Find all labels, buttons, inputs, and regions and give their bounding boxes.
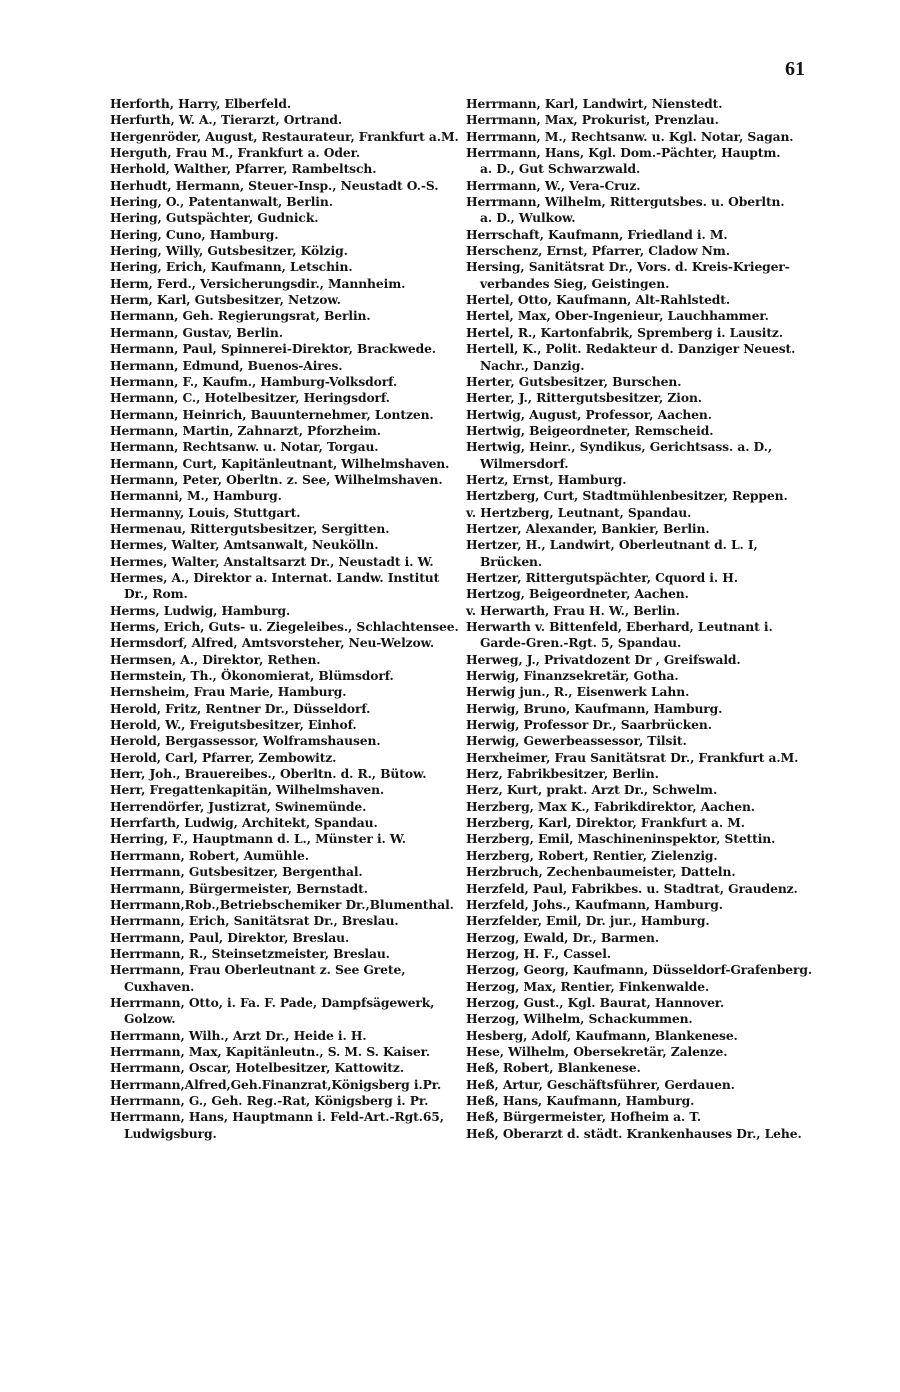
entry-line: Hermann, Edmund, Buenos-Aires. [110,357,343,373]
directory-entry [110,684,450,700]
entry-line: Hertzer, H., Landwirt, Oberleutnant d. L. I, [466,537,758,553]
directory-entry [110,292,450,308]
entry-continuation: Golzow. [124,1011,176,1027]
entry-line: Hermsdorf, Alfred, Amtsvorsteher, Neu-Welzow. [110,635,435,651]
directory-entry [110,488,450,504]
directory-entry [466,668,806,684]
directory-entry [110,1060,450,1076]
directory-entry [110,210,450,226]
directory-entry [466,112,806,128]
directory-entry [466,472,806,488]
entry-line: Herwig, Professor Dr., Saarbrücken. [466,717,712,733]
entry-line: Herrmann, Erich, Sanitätsrat Dr., Breslau. [110,913,399,929]
entry-line: Herrmann,Alfred,Geh.Finanzrat,Königsberg i.Pr. [110,1076,442,1092]
directory-entry [110,341,450,357]
directory-entry [110,570,450,603]
directory-entry [466,717,806,733]
entry-line: Herzog, Gust., Kgl. Baurat, Hannover. [466,994,725,1010]
directory-entry [466,374,806,390]
directory-entry [110,178,450,194]
directory-entry [466,782,806,798]
directory-entry [466,423,806,439]
entry-line: Hesberg, Adolf, Kaufmann, Blankenese. [466,1027,738,1043]
directory-entry [110,619,459,635]
entry-line: Herrmann, Karl, Landwirt, Nienstedt. [466,96,723,111]
directory-entry [466,1044,806,1060]
entry-line: Herrmann, M., Rechtsanw. u. Kgl. Notar, Sagan. [466,128,794,144]
directory-entry [466,848,806,864]
directory-entry [110,276,450,292]
directory-entry [466,946,806,962]
directory-entry [466,750,806,766]
entry-line: Hernsheim, Frau Marie, Hamburg. [110,684,347,700]
directory-entry [466,831,806,847]
entry-line: Herrmann, Paul, Direktor, Breslau. [110,929,350,945]
entry-line: Heß, Robert, Blankenese. [466,1060,641,1076]
entry-line: Herzfeld, Johs., Kaufmann, Hamburg. [466,896,723,912]
directory-entry [110,537,450,553]
entry-line: Herrmann, Wilhelm, Rittergutsbes. u. Oberltn. [466,194,785,210]
entry-line: Hermann, Gustav, Berlin. [110,324,283,340]
entry-line: Herz, Kurt, prakt. Arzt Dr., Schwelm. [466,782,718,798]
entry-line: Herold, W., Freigutsbesitzer, Einhof. [110,717,357,733]
directory-entry [110,831,450,847]
directory-entry [110,750,450,766]
directory-entry [466,488,806,504]
entry-line: Herzog, H. F., Cassel. [466,945,611,961]
entry-line: v. Herwarth, Frau H. W., Berlin. [466,602,680,618]
directory-entry [110,635,450,651]
entry-continuation: Wilmersdorf. [480,455,569,471]
directory-entry [110,259,450,275]
entry-line: Herzog, Max, Rentier, Finkenwalde. [466,978,710,994]
entry-line: Heß, Hans, Kaufmann, Hamburg. [466,1092,695,1108]
directory-entry [110,930,450,946]
entry-line: Herr, Fregattenkapitän, Wilhelmshaven. [110,782,385,798]
directory-entry [466,178,806,194]
entry-line: Hergenröder, August, Restaurateur, Frankfurt a.M. [110,128,459,144]
entry-line: Hermann, F., Kaufm., Hamburg-Volksdorf. [110,373,398,389]
directory-entry [466,1077,806,1093]
entry-continuation: Cuxhaven. [124,978,195,994]
entry-continuation: a. D., Gut Schwarzwald. [480,161,641,177]
directory-entry [110,423,450,439]
entry-line: Herms, Ludwig, Hamburg. [110,602,291,618]
directory-entry [110,325,450,341]
entry-continuation: Nachr., Danzig. [480,357,585,373]
entry-line: Herms, Erich, Guts- u. Ziegeleibes., Schlachtensee. [110,619,459,634]
directory-entry [466,586,806,602]
entry-line: Hermann, Paul, Spinnerei-Direktor, Brackwede. [110,341,436,357]
entry-line: Herweg, J., Privatdozent Dr , Greifswald. [466,651,741,667]
entry-line: Hermann, C., Hotelbesitzer, Heringsdorf. [110,390,390,406]
entry-line: Hering, Erich, Kaufmann, Letschin. [110,259,353,275]
directory-entry [466,227,806,243]
entry-continuation: Garde-Gren.-Rgt. 5, Spandau. [480,635,682,651]
directory-entry [466,1093,806,1109]
entry-line: Herrmann, G., Geh. Reg.-Rat, Königsberg i. Pr. [110,1092,429,1108]
directory-entry [110,390,450,406]
directory-entry [466,521,806,537]
directory-entry [466,325,806,341]
directory-entry [110,505,450,521]
entry-line: Herrmann, Hans, Hauptmann i. Feld-Art.-Rgt.65, [110,1109,444,1125]
entry-line: Heß, Artur, Geschäftsführer, Gerdauen. [466,1076,735,1092]
entry-line: Herrmann, W., Vera-Cruz. [466,177,641,193]
directory-entry [466,619,806,652]
directory-entry [110,358,450,374]
entry-line: Herrmann, Hans, Kgl. Dom.-Pächter, Hauptm. [466,145,781,161]
entry-line: Herrmann, Oscar, Hotelbesitzer, Kattowitz. [110,1060,404,1076]
entry-line: Herrmann, Otto, i. Fa. F. Pade, Dampfsägewerk, [110,994,435,1010]
directory-entry [466,129,806,145]
entry-line: Hermann, Martin, Zahnarzt, Pforzheim. [110,422,381,438]
directory-entry [466,1109,806,1125]
directory-entry [110,848,450,864]
entry-line: Hering, Gutspächter, Gudnick. [110,210,319,226]
directory-entry [110,439,450,455]
directory-entry [110,962,450,995]
directory-entry [110,308,450,324]
entry-line: Hering, Cuno, Hamburg. [110,226,279,242]
entry-line: Heß, Bürgermeister, Hofheim a. T. [466,1109,702,1125]
entry-line: Herrmann, Wilh., Arzt Dr., Heide i. H. [110,1027,367,1043]
entry-line: Herzfelder, Emil, Dr. jur., Hamburg. [466,913,710,929]
directory-entry [110,145,450,161]
entry-continuation: verbandes Sieg, Geistingen. [480,275,670,291]
entry-line: Hertwig, Beigeordneter, Remscheid. [466,422,714,438]
directory-entry [110,112,450,128]
directory-entry [110,1109,450,1142]
entry-line: Herrmann, Bürgermeister, Bernstadt. [110,880,368,896]
directory-entry [466,243,806,259]
entry-continuation: Dr., Rom. [124,586,188,602]
entry-line: Herwig, Gewerbeassessor, Tilsit. [466,733,687,749]
entry-line: Heß, Oberarzt d. städt. Krankenhauses Dr., Lehe. [466,1125,802,1141]
directory-entry [466,864,806,880]
directory-entry [466,259,806,292]
entry-line: Hertel, R., Kartonfabrik, Spremberg i. Lausitz. [466,324,783,340]
directory-entry [110,766,450,782]
directory-entry [466,407,806,423]
directory-entry [110,1093,450,1109]
directory-entry [466,733,806,749]
directory-entry [110,456,450,472]
directory-entry [466,652,806,668]
directory-entry [110,946,450,962]
entry-line: Hertz, Ernst, Hamburg. [466,471,627,487]
entry-line: Hertwig, Heinr., Syndikus, Gerichtsass. a. D., [466,439,773,455]
directory-entry [110,799,450,815]
entry-line: Herzberg, Karl, Direktor, Frankfurt a. M. [466,815,745,831]
entry-line: Hermann, Curt, Kapitänleutnant, Wilhelmshaven. [110,455,450,471]
entry-line: Herrfarth, Ludwig, Architekt, Spandau. [110,815,378,831]
entry-line: v. Hertzberg, Leutnant, Spandau. [466,504,692,520]
entry-continuation: a. D., Wulkow. [480,210,576,226]
entry-line: Herwig jun., R., Eisenwerk Lahn. [466,684,690,700]
directory-entry [466,1028,806,1044]
entry-line: Hersing, Sanitätsrat Dr., Vors. d. Kreis-Krieger- [466,259,790,275]
entry-line: Herrmann, Robert, Aumühle. [110,847,309,863]
directory-entry [466,194,806,227]
entry-line: Hermann, Peter, Oberltn. z. See, Wilhelmshaven. [110,471,443,487]
entry-continuation: Ludwigsburg. [124,1125,217,1141]
directory-entry [466,603,806,619]
directory-entry [466,766,806,782]
entry-line: Hermann, Heinrich, Bauunternehmer, Lontzen. [110,406,434,422]
directory-entry [110,554,450,570]
entry-line: Herold, Carl, Pfarrer, Zembowitz. [110,749,337,765]
entry-line: Hermstein, Th., Ökonomierat, Blümsdorf. [110,668,394,684]
directory-entry [110,717,450,733]
entry-line: Herzbruch, Zechenbaumeister, Datteln. [466,864,736,880]
entry-line: Herwig, Bruno, Kaufmann, Hamburg. [466,700,723,716]
entry-line: Herr, Joh., Brauereibes., Oberltn. d. R., Bütow. [110,766,427,782]
directory-entry [466,145,806,178]
directory-entry [466,684,806,700]
directory-entry [110,227,450,243]
entry-line: Hertzer, Rittergutspächter, Cquord i. H. [466,569,738,585]
entry-continuation: Brücken. [480,553,543,569]
entry-line: Hertwig, August, Professor, Aachen. [466,406,712,422]
directory-entry [110,243,450,259]
directory-entry [110,782,450,798]
entry-line: Hermann, Rechtsanw. u. Notar, Torgau. [110,439,379,455]
directory-entry [466,930,806,946]
directory-entry [466,341,806,374]
entry-line: Hertzer, Alexander, Bankier, Berlin. [466,520,710,536]
entry-line: Hermanny, Louis, Stuttgart. [110,504,301,520]
directory-entry [110,603,450,619]
directory-entry [466,897,806,913]
directory-entry [110,668,450,684]
entry-line: Herzfeld, Paul, Fabrikbes. u. Stadtrat, Graudenz. [466,880,798,896]
directory-entry [466,390,806,406]
entry-line: Herrmann, Frau Oberleutnant z. See Grete, [110,962,406,978]
entry-line: Herm, Ferd., Versicherungsdir., Mannheim. [110,275,406,291]
entry-line: Herter, J., Rittergutsbesitzer, Zion. [466,390,702,406]
directory-entry [466,701,806,717]
directory-entry [466,96,806,112]
entry-line: Herwig, Finanzsekretär, Gotha. [466,668,679,684]
entry-line: Herhold, Walther, Pfarrer, Rambeltsch. [110,161,377,177]
entry-line: Herrmann, Gutsbesitzer, Bergenthal. [110,864,363,880]
directory-entry [110,815,450,831]
directory-entry [466,995,806,1011]
directory-entry [110,913,450,929]
directory-entry [110,652,450,668]
entry-line: Hertzberg, Curt, Stadtmühlenbesitzer, Reppen. [466,488,788,504]
directory-entry [110,96,450,112]
directory-entry [466,962,813,978]
entry-line: Herzberg, Max K., Fabrikdirektor, Aachen. [466,798,755,814]
directory-entry [466,505,806,521]
entry-line: Hertel, Max, Ober-Ingenieur, Lauchhammer. [466,308,769,324]
entry-line: Herold, Bergassessor, Wolframshausen. [110,733,381,749]
entry-line: Herguth, Frau M., Frankfurt a. Oder. [110,145,361,161]
directory-entry [110,194,450,210]
entry-line: Hermsen, A., Direktor, Rethen. [110,651,321,667]
entry-line: Herrendörfer, Justizrat, Swinemünde. [110,798,367,814]
entry-line: Herrmann, R., Steinsetzmeister, Breslau. [110,945,390,961]
entry-line: Herhudt, Hermann, Steuer-Insp., Neustadt O.-S. [110,177,439,193]
directory-entry [110,1077,450,1093]
directory-entry [466,439,806,472]
entry-line: Herter, Gutsbesitzer, Burschen. [466,373,682,389]
entry-line: Herm, Karl, Gutsbesitzer, Netzow. [110,292,341,308]
directory-entry [110,995,450,1028]
directory-entry [466,979,806,995]
entry-line: Hese, Wilhelm, Obersekretär, Zalenze. [466,1043,728,1059]
entry-line: Herzberg, Robert, Rentier, Zielenzig. [466,847,718,863]
directory-entry [110,128,459,145]
directory-entry [466,913,806,929]
entry-line: Herold, Fritz, Rentner Dr., Düsseldorf. [110,700,371,716]
entry-line: Hermann, Geh. Regierungsrat, Berlin. [110,308,371,324]
entry-line: Hertel, Otto, Kaufmann, Alt-Rahlstedt. [466,292,731,308]
directory-entry [110,864,450,880]
directory-entry [110,374,450,390]
entry-line: Herschenz, Ernst, Pfarrer, Cladow Nm. [466,243,730,259]
entry-line: Herzog, Ewald, Dr., Barmen. [466,929,660,945]
directory-entry [110,733,450,749]
directory-entry [466,1011,806,1027]
left-column [110,96,459,1142]
entry-line: Hermes, A., Direktor a. Internat. Landw. Institut [110,569,440,585]
entry-line: Herfurth, W. A., Tierarzt, Ortrand. [110,112,343,128]
entry-line: Hertell, K., Polit. Redakteur d. Danziger Neuest. [466,341,796,357]
entry-line: Herforth, Harry, Elberfeld. [110,96,292,111]
entry-line: Hermenau, Rittergutsbesitzer, Sergitten. [110,520,390,536]
directory-entry [110,1044,450,1060]
directory-entry [110,701,450,717]
directory-entry [466,308,806,324]
directory-entry [110,1028,450,1044]
right-column [466,96,813,1142]
entry-line: Herz, Fabrikbesitzer, Berlin. [466,766,659,782]
entry-line: Herxheimer, Frau Sanitätsrat Dr., Frankfurt a.M. [466,749,799,765]
entry-line: Herrmann, Max, Prokurist, Prenzlau. [466,112,719,128]
entry-line: Herrmann, Max, Kapitänleutn., S. M. S. Kaiser. [110,1043,430,1059]
directory-entry [466,1126,806,1142]
directory-entry [110,161,450,177]
entry-line: Herring, F., Hauptmann d. L., Münster i. W. [110,831,406,847]
entry-line: Herwarth v. Bittenfeld, Eberhard, Leutnant i. [466,619,773,634]
entry-line: Hermes, Walter, Amtsanwalt, Neukölln. [110,537,379,553]
directory-entry [466,537,806,570]
entry-line: Hertzog, Beigeordneter, Aachen. [466,586,689,602]
entry-line: Herzog, Georg, Kaufmann, Düsseldorf-Grafenberg. [466,962,813,978]
directory-entry [110,472,450,488]
entry-line: Hering, Willy, Gutsbesitzer, Kölzig. [110,243,348,259]
entry-line: Hering, O., Patentanwalt, Berlin. [110,194,333,210]
directory-entry [466,799,806,815]
directory-entry [466,881,806,897]
directory-entry [466,1060,806,1076]
directory-entry [466,292,806,308]
entry-line: Herrschaft, Kaufmann, Friedland i. M. [466,226,728,242]
directory-entry [466,815,806,831]
page-number: 61 [785,58,805,80]
directory-entry [110,896,454,913]
entry-line: Hermanni, M., Hamburg. [110,488,282,504]
entry-line: Herrmann,Rob.,Betriebschemiker Dr.,Blumenthal. [110,896,454,912]
directory-entry [110,521,450,537]
entry-line: Herzberg, Emil, Maschineninspektor, Stettin. [466,831,776,847]
entry-line: Herzog, Wilhelm, Schackummen. [466,1011,693,1027]
entry-line: Hermes, Walter, Anstaltsarzt Dr., Neustadt i. W. [110,553,434,569]
directory-entry [110,407,450,423]
directory-entry [466,570,806,586]
directory-entry [110,881,450,897]
